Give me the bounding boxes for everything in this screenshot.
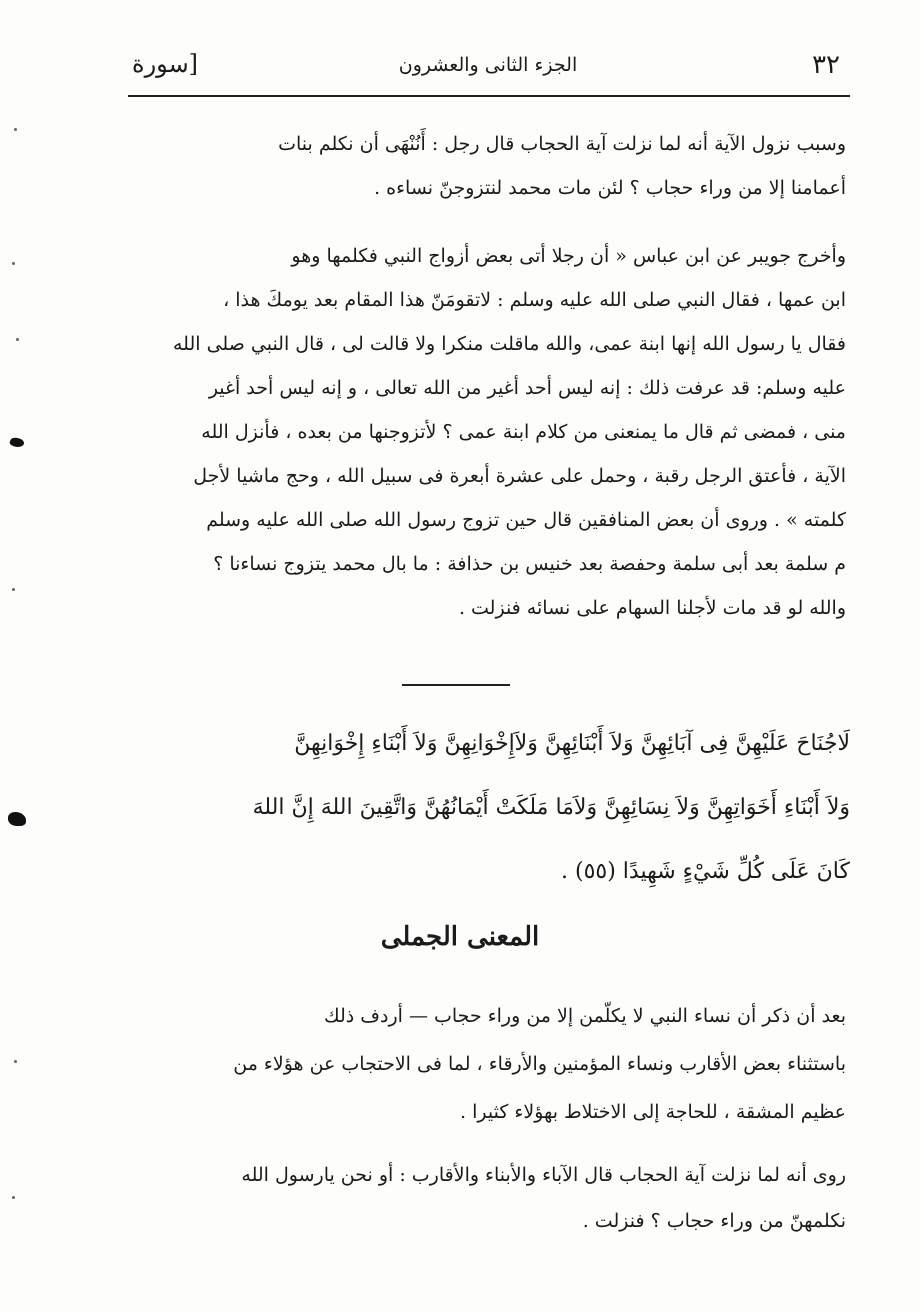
section-heading: المعنى الجملى: [380, 922, 540, 952]
text-line: عظيم المشقة ، للحاجة إلى الاختلاط بهؤلاء كثيرا .: [460, 1101, 846, 1123]
text-line: بعد أن ذكر أن نساء النبي لا يكلّمن إلا من وراء حجاب — أردف ذلك: [324, 1005, 846, 1027]
text-line: باستثناء بعض الأقارب ونساء المؤمنين والأرقاء ، لما فى الاحتجاب عن هؤلاء من: [233, 1053, 846, 1075]
text-line: م سلمة بعد أبى سلمة وحفصة بعد خنيس بن حذافة : ما بال محمد يتزوج نساءنا ؟: [213, 553, 846, 575]
sura-label: [سورة: [132, 50, 199, 78]
scan-speck: [14, 128, 17, 131]
scan-speck: [12, 1196, 15, 1199]
text-line: والله لو قد مات لأجلنا السهام على نسائه فنزلت .: [458, 597, 846, 619]
paragraph-ibn-abbas-report: [122, 234, 846, 630]
verse-line: وَلاَ أَبْنَاءِ أَخَوَاتِهِنَّ وَلاَ نِسَائِهِنَّ وَلاَمَا مَلَكَتْ أَيْمَانُهُنَّ وَاتَّقِينَ اللهَ إِنَّ اللهَ: [252, 795, 850, 820]
running-title: الجزء الثانى والعشرون: [398, 54, 578, 76]
scan-speck: [16, 338, 19, 341]
text-line: عليه وسلم: قد عرفت ذلك : إنه ليس أحد أغير من الله تعالى ، و إنه ليس أحد أغير: [208, 377, 846, 399]
section-separator: [402, 684, 510, 686]
text-line: كلمته » . وروى أن بعض المنافقين قال حين تزوج رسول الله صلى الله عليه وسلم: [206, 509, 846, 531]
text-line: الآية ، فأعتق الرجل رقبة ، وحمل على عشرة أبعرة فى سبيل الله ، وحج ماشيا لأجل: [193, 465, 846, 487]
verse-line: لَاجُنَاحَ عَلَيْهِنَّ فِى آبَائِهِنَّ وَلاَ أَبْنَائِهِنَّ وَلاَإِخْوَانِهِنَّ وَلاَ أَبْنَاءِ إِخْوَانِهِنَّ: [294, 731, 850, 756]
text-line: ابن عمها ، فقال النبي صلى الله عليه وسلم : لاتقومَنّ هذا المقام بعد يومكَ هذا ،: [223, 289, 846, 311]
scan-speck: [14, 1060, 17, 1063]
paragraph-narration: [122, 1152, 846, 1244]
page-number: ٣٢: [812, 50, 840, 80]
quran-verse: [120, 712, 850, 904]
text-line: فقال يا رسول الله إنها ابنة عمى، والله ماقلت منكرا ولا قالت لى ، قال النبي صلى الله: [172, 333, 846, 355]
verse-line: كَانَ عَلَى كُلِّ شَيْءٍ شَهِيدًا (٥٥) .: [561, 859, 850, 884]
text-line: وأخرج جويبر عن ابن عباس « أن رجلا أتى بعض أزواج النبي فكلمها وهو: [291, 245, 846, 267]
scan-blot: [8, 812, 26, 826]
scan-blot: [9, 436, 25, 449]
scan-speck: [12, 588, 15, 591]
text-line: روى أنه لما نزلت آية الحجاب قال الآباء والأبناء والأقارب : أو نحن يارسول الله: [241, 1164, 846, 1186]
text-line: منى ، فمضى ثم قال ما يمنعنى من كلام ابنة عمى ؟ لأتزوجنها من بعده ، فأنزل الله: [201, 421, 846, 443]
text-line: أعمامنا إلا من وراء حجاب ؟ لئن مات محمد لنتزوجنّ نساءه .: [374, 177, 846, 199]
page-header: [128, 40, 848, 84]
text-line: نكلمهنّ من وراء حجاب ؟ فنزلت .: [582, 1210, 846, 1232]
header-rule: [128, 95, 850, 97]
paragraph-summary: [122, 992, 846, 1136]
scan-speck: [12, 262, 15, 265]
paragraph-revelation-cause: [122, 122, 846, 210]
text-line: وسبب نزول الآية أنه لما نزلت آية الحجاب قال رجل : أَنُنْهَى أن نكلم بنات: [278, 133, 846, 155]
